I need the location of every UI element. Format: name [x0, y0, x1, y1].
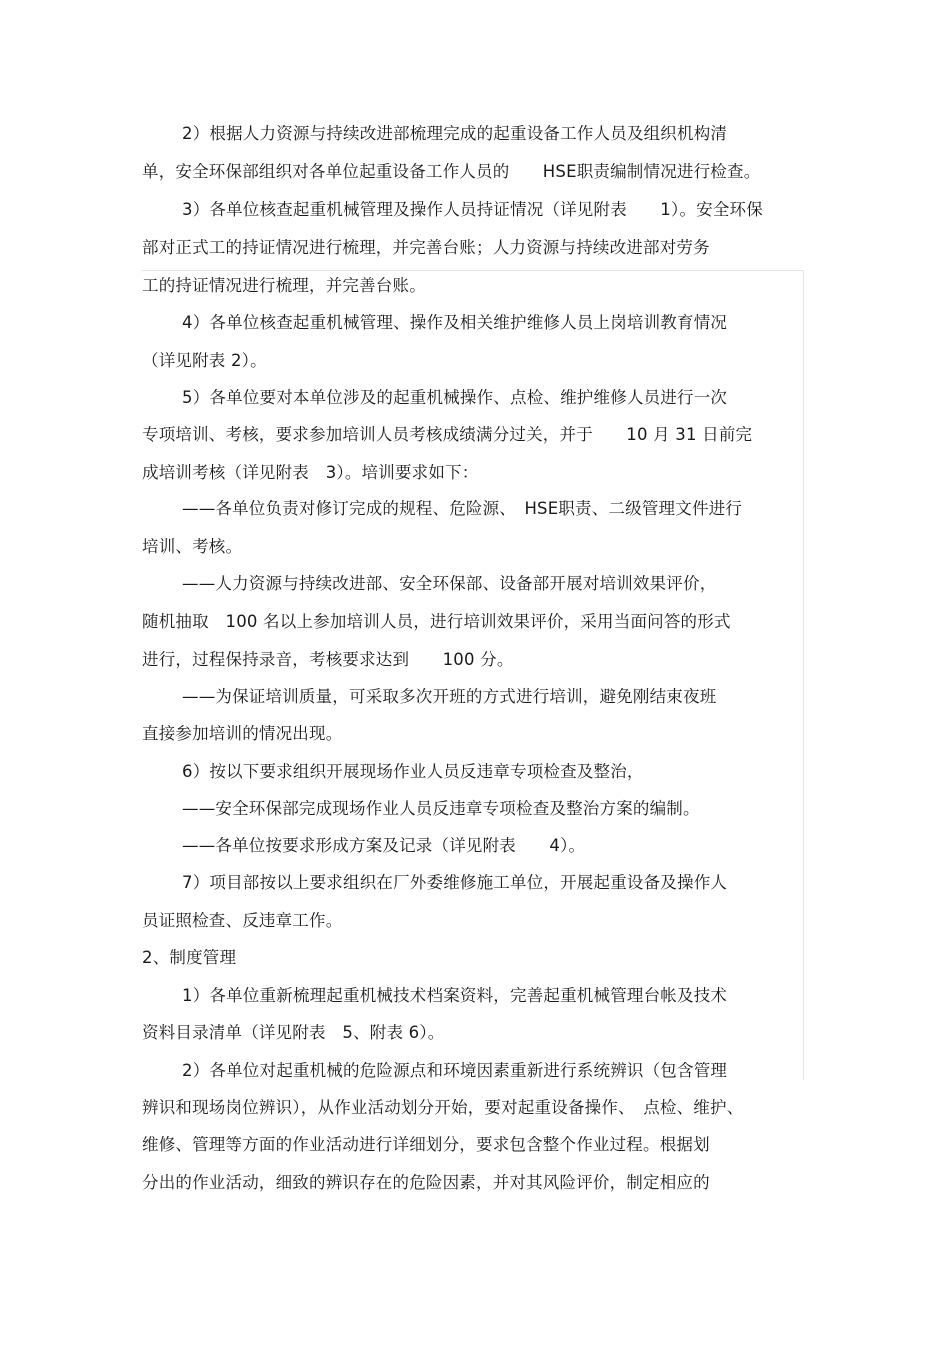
text-line-5: 工的持证情况进行梳理，并完善台账。 — [142, 276, 426, 295]
text-line-17: 直接参加培训的情况出现。 — [142, 724, 343, 743]
text-line-7: （详见附表 2）。 — [142, 351, 267, 370]
text-line-19: ——安全环保部完成现场作业人员反违章专项检查及整治方案的编制。 — [182, 799, 700, 818]
text-line-1: 2）根据人力资源与持续改进部梳理完成的起重设备工作人员及组织机构清 — [182, 124, 728, 143]
text-line-16: ——为保证培训质量，可采取多次开班的方式进行培训，避免刚结束夜班 — [182, 687, 717, 706]
text-line-13: ——人力资源与持续改进部、安全环保部、设备部开展对培训效果评价， — [182, 574, 717, 593]
text-line-29: 分出的作业活动，细致的辨识存在的危险因素，并对其风险评价，制定相应的 — [142, 1173, 710, 1192]
text-line-6: 4）各单位核查起重机械管理、操作及相关维护维修人员上岗培训教育情况 — [182, 313, 728, 332]
text-line-11: ——各单位负责对修订完成的规程、危险源、 HSE职责、二级管理文件进行 — [182, 499, 743, 518]
text-line-18: 6）按以下要求组织开展现场作业人员反违章专项检查及整治， — [182, 762, 644, 781]
text-line-9: 专项培训、考核，要求参加培训人员考核成绩满分过关，并于 10 月 31 日前完 — [142, 425, 753, 444]
section-heading: 2、制度管理 — [142, 948, 237, 967]
text-line-4: 部对正式工的持证情况进行梳理，并完善台账；人力资源与持续改进部对劳务 — [142, 238, 710, 257]
text-line-15: 进行，过程保持录音，考核要求达到 100 分。 — [142, 650, 514, 669]
text-line-14: 随机抽取 100 名以上参加培训人员，进行培训效果评价，采用当面问答的形式 — [142, 612, 731, 631]
text-line-24: 1）各单位重新梳理起重机械技术档案资料，完善起重机械管理台帐及技术 — [182, 986, 728, 1005]
text-line-28: 维修、管理等方面的作业活动进行详细划分，要求包含整个作业过程。根据划 — [142, 1135, 710, 1154]
text-line-27: 辨识和现场岗位辨识），从作业活动划分开始，要对起重设备操作、 点检、维护、 — [142, 1098, 744, 1117]
text-line-3: 3）各单位核查起重机械管理及操作人员持证情况（详见附表 1）。安全环保 — [182, 200, 763, 219]
text-line-22: 员证照检查、反违章工作。 — [142, 911, 343, 930]
text-line-10: 成培训考核（详见附表 3）。培训要求如下： — [142, 463, 479, 482]
text-line-26: 2）各单位对起重机械的危险源点和环境因素重新进行系统辨识（包含管理 — [182, 1061, 728, 1080]
page-frame-top — [142, 270, 804, 271]
text-line-12: 培训、考核。 — [142, 537, 243, 556]
text-line-21: 7）项目部按以上要求组织在厂外委维修施工单位，开展起重设备及操作人 — [182, 873, 728, 892]
text-line-8: 5）各单位要对本单位涉及的起重机械操作、点检、维护维修人员进行一次 — [182, 388, 728, 407]
text-line-20: ——各单位按要求形成方案及记录（详见附表 4）。 — [182, 836, 586, 855]
text-line-25: 资料目录清单（详见附表 5、附表 6）。 — [142, 1023, 445, 1042]
text-line-2: 单，安全环保部组织对各单位起重设备工作人员的 HSE职责编制情况进行检查。 — [142, 162, 761, 181]
